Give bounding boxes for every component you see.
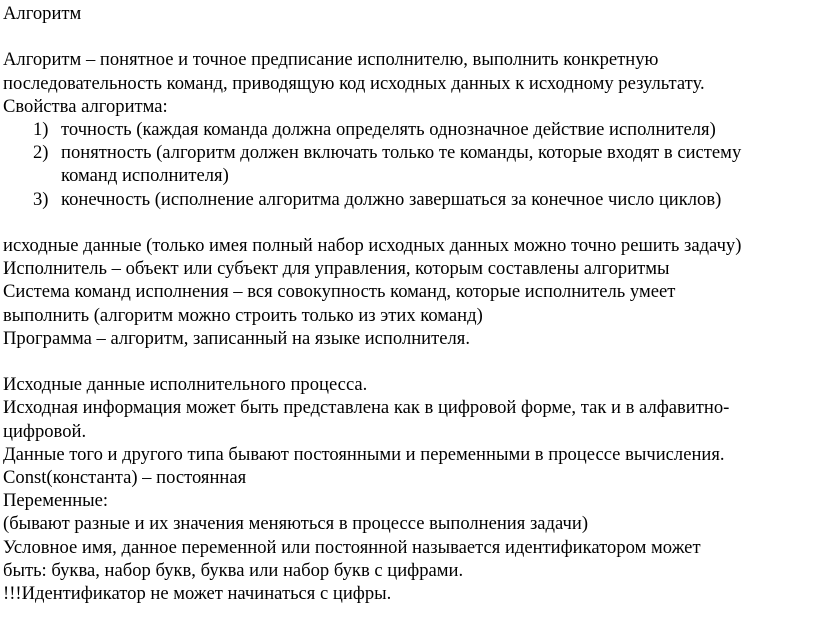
blank-line <box>0 211 816 234</box>
paragraph-line: выполнить (алгоритм можно строить только из этих команд) <box>3 304 483 326</box>
blank-line <box>0 25 816 48</box>
paragraph-line: Программа – алгоритм, записанный на языке исполнителя. <box>3 327 470 349</box>
paragraph-line: Исполнитель – объект или субъект для управления, которым составлены алгоритмы <box>3 258 670 280</box>
list-item-text: конечность (исполнение алгоритма должно завершаться за конечное число циклов) <box>61 188 722 210</box>
properties-list <box>0 118 816 211</box>
document-title: Алгоритм <box>3 3 82 24</box>
blank-line <box>0 350 816 373</box>
list-item-number: 3) <box>33 188 49 210</box>
list-item-text: команд исполнителя) <box>61 165 229 187</box>
paragraph-line: исходные данные (только имея полный набор исходных данных можно точно решить задачу) <box>3 235 742 256</box>
paragraph-line: (бывают разные и их значения меняються в процессе выполнения задачи) <box>3 513 589 535</box>
paragraph-line: Система команд исполнения – вся совокупность команд, которые исполнитель умеет <box>3 281 676 303</box>
paragraph-line: Данные того и другого типа бывают постоянными и переменными в процессе вычисления. <box>3 443 725 465</box>
list-item <box>0 118 816 141</box>
paragraph-line: Условное имя, данное переменной или постоянной называется идентификатором может <box>3 536 701 558</box>
paragraph-line: Const(константа) – постоянная <box>3 467 247 489</box>
paragraph-line: Исходная информация может быть представлена как в цифровой форме, так и в алфавитно- <box>3 397 730 419</box>
list-item-number: 2) <box>33 142 49 164</box>
paragraph-line: Переменные: <box>3 490 109 512</box>
list-item <box>0 188 816 211</box>
paragraph-line: цифровой. <box>3 420 87 442</box>
list-item-number: 1) <box>33 119 49 140</box>
paragraph-line: !!!Идентификатор не может начинаться с цифры. <box>3 583 392 605</box>
definition-line: Алгоритм – понятное и точное предписание исполнителю, выполнить конкретную <box>3 49 659 71</box>
paragraph-line: Исходные данные исполнительного процесса. <box>3 374 368 396</box>
list-item-text: понятность (алгоритм должен включать только те команды, которые входят в систему <box>61 142 742 164</box>
definition-line: последовательность команд, приводящую код исходных данных к исходному результату. <box>3 72 705 94</box>
properties-heading: Свойства алгоритма: <box>3 95 168 117</box>
paragraph-line: быть: буква, набор букв, буква или набор букв с цифрами. <box>3 559 464 581</box>
list-item-text: точность (каждая команда должна определять однозначное действие исполнителя) <box>61 119 716 140</box>
list-item <box>0 141 816 187</box>
